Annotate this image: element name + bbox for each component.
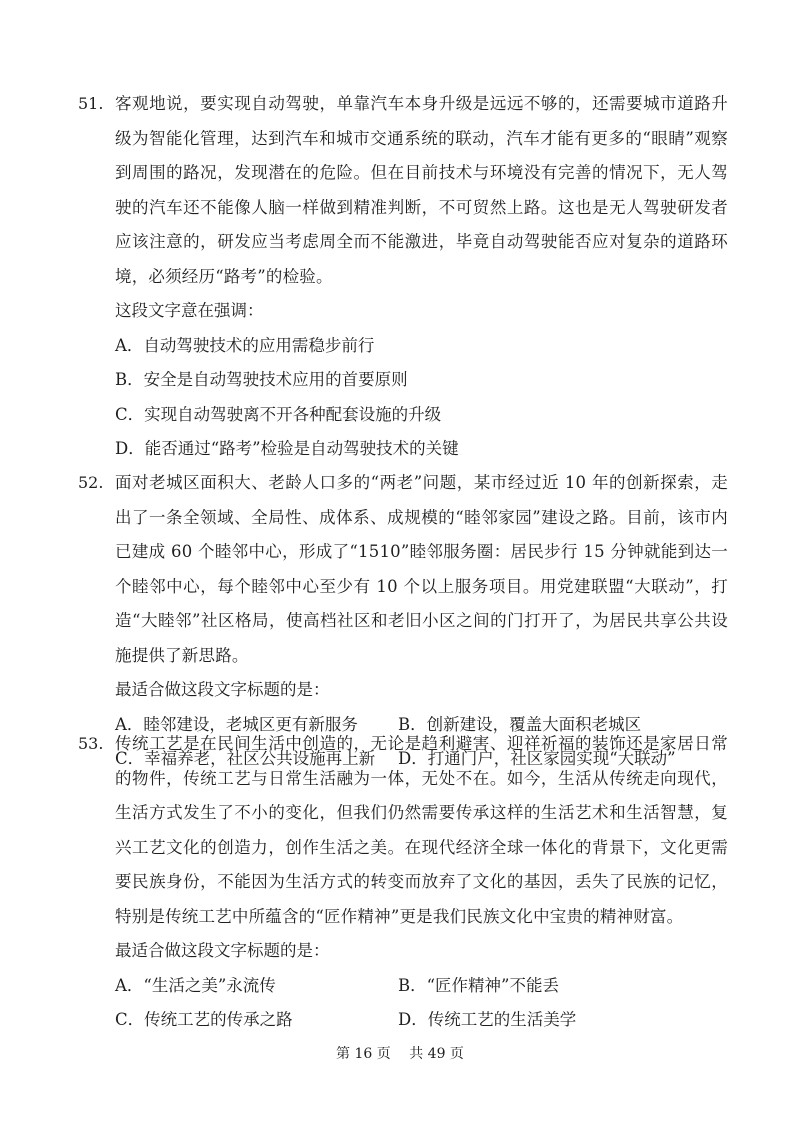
question-number: 51.	[78, 94, 104, 113]
option-row	[115, 432, 728, 467]
option-c[interactable]: C．传统工艺的传承之路	[115, 1010, 293, 1029]
page-number: 第 16 页	[336, 1046, 391, 1062]
option-row	[115, 329, 728, 364]
option-a[interactable]: A．“生活之美”永流传	[115, 975, 276, 995]
question-number: 53.	[78, 734, 104, 753]
question-53	[78, 727, 728, 1038]
option-row	[115, 1003, 728, 1038]
question-prompt: 这段文字意在强调：	[115, 301, 264, 320]
option-row	[115, 363, 728, 398]
question-passage: 面对老城区面积大、老龄人口多的“两老”问题，某市经过近 10 年的创新探索，走出了一条全领域、全局性、成体系、成规模的“睦邻家园”建设之路。目前，该市内已建成 60 个睦邻中心，形成了“1510”睦邻服务圈：居民步行 15 分钟就能到达一个睦邻中心，每个睦邻中心至少有 10 个以上服务项目。用党建联盟“大联动”，打造“大睦邻”社区格局，使高档社区和老旧小区之间的门打开了，为居民共享公共设施提供了新思路。	[115, 473, 728, 665]
option-d[interactable]: D．能否通过“路考”检验是自动驾驶技术的关键	[115, 439, 459, 458]
question-passage: 传统工艺是在民间生活中创造的，无论是趋利避害、迎祥祈福的装饰还是家居日常的物件，传统工艺与日常生活融为一体，无处不在。如今，生活从传统走向现代，生活方式发生了不小的变化，但我们仍然需要传承这样的生活艺术和生活智慧，复兴工艺文化的创造力，创作生活之美。在现代经济全球一体化的背景下，文化更需要民族身份，不能因为生活方式的转变而放弃了文化的基因，丢失了民族的记忆，特别是传统工艺中所蕴含的“匠作精神”更是我们民族文化中宝贵的精神财富。	[115, 734, 728, 926]
option-b[interactable]: B．创新建设，覆盖大面积老城区	[398, 714, 642, 734]
option-row	[115, 969, 728, 1004]
question-51	[78, 87, 728, 467]
option-c[interactable]: C．幸福养老，社区公共设施再上新	[115, 749, 376, 768]
option-b[interactable]: B．“匠作精神”不能丢	[398, 975, 559, 995]
question-passage: 客观地说，要实现自动驾驶，单靠汽车本身升级是远远不够的，还需要城市道路升级为智能化管理，达到汽车和城市交通系统的联动，汽车才能有更多的“眼睛”观察到周围的路况，发现潜在的危险。但在目前技术与环境没有完善的情况下，无人驾驶的汽车还不能像人脑一样做到精准判断，不可贸然上路。这也是无人驾驶研发者应该注意的，研发应当考虑周全而不能激进，毕竟自动驾驶能否应对复杂的道路环境，必须经历“路考”的检验。	[115, 94, 728, 286]
option-d[interactable]: D．传统工艺的生活美学	[398, 1010, 577, 1029]
question-prompt: 最适合做这段文字标题的是：	[115, 680, 330, 699]
question-prompt: 最适合做这段文字标题的是：	[115, 941, 330, 960]
question-number: 52.	[78, 473, 104, 492]
option-b[interactable]: B．安全是自动驾驶技术应用的首要原则	[115, 370, 408, 389]
option-d[interactable]: D．打通门户，社区家园实现“大联动”	[398, 749, 676, 768]
option-a[interactable]: A．自动驾驶技术的应用需稳步前行	[115, 335, 375, 355]
option-row	[115, 398, 728, 433]
option-a[interactable]: A．睦邻建设，老城区更有新服务	[115, 714, 358, 734]
total-pages: 共 49 页	[409, 1046, 464, 1062]
option-c[interactable]: C．实现自动驾驶离不开各种配套设施的升级	[115, 404, 442, 424]
page-footer	[0, 1044, 800, 1064]
